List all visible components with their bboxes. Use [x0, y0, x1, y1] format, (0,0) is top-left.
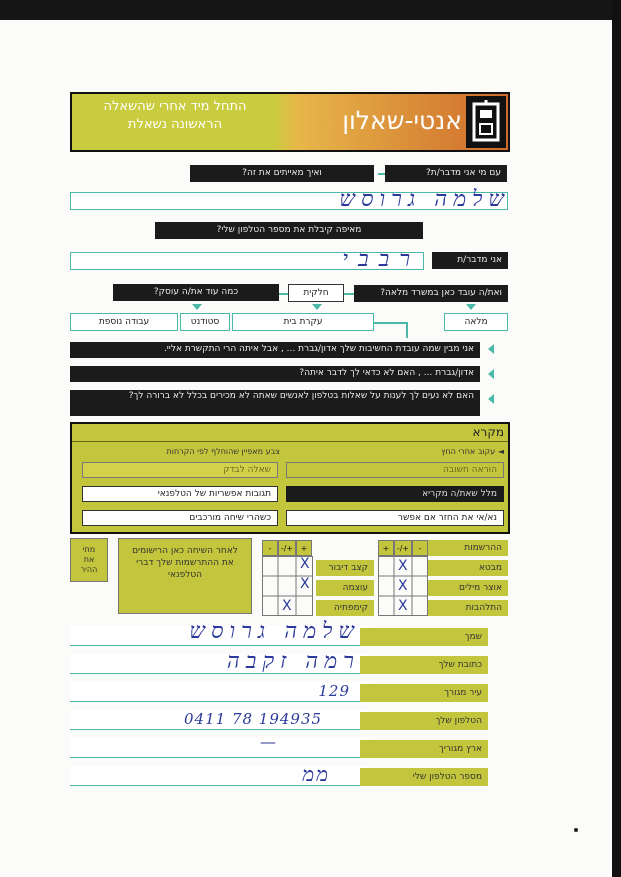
rating-header-neutral-2: -/+ — [278, 540, 296, 556]
rating-row-volume: עוצמה — [316, 580, 374, 596]
country-line[interactable] — [70, 738, 370, 758]
field-value-my-phone: ממ — [302, 762, 330, 786]
student-option[interactable]: סטודנט — [180, 313, 230, 331]
statement-1: אני מבין שמה עובדת החשיבות שלך אדון/גברת ... , אבל איתה הרי התקשרת אליי. — [70, 342, 480, 358]
full-option[interactable]: מלאה — [444, 313, 508, 331]
statement-3: האם לא נעים לך לענות על שאלות בטלפון לאנשים שאתה לא מכירים בכלל לא ברורה לך? — [70, 390, 480, 416]
rating-grid — [262, 540, 508, 616]
check-x-mark: X — [398, 578, 408, 594]
name-handwritten: שלמה גרוסש — [339, 187, 510, 212]
rating-row-speech-pace: קצב דיבור — [316, 560, 374, 576]
field-label-address: כתובת שלך — [360, 656, 488, 674]
bullet-arrow-icon — [488, 344, 494, 354]
field-label-my-phone: מספר הטלפון שלי — [360, 768, 488, 786]
rating-header-plus: + — [378, 540, 394, 556]
rating-row-enthusiasm: התלהבות — [428, 600, 508, 616]
rating-row-vocabulary: אוצר מילים — [428, 580, 508, 596]
rating-note: לאחר השיחה כאן הרישומים את ההתרשמות שלך דברי הטלפנאי — [118, 538, 252, 614]
field-label-city: עיר מגורך — [360, 684, 488, 702]
rating-row-accent: מבטא — [428, 560, 508, 576]
arrow-down-icon — [312, 304, 322, 310]
legend-important-instruction: הוראה חשובה — [286, 462, 504, 478]
check-x-mark: X — [282, 598, 292, 614]
arrow-down-icon — [466, 304, 476, 310]
field-value-address: רמה זקבה — [226, 649, 360, 674]
legend-possible-responses: תגובות אפשריות של הטלפנאי — [82, 486, 278, 502]
rating-side-note: מתי את ההיר — [70, 538, 108, 582]
rating-row-empathy: קימפתיה — [316, 600, 374, 616]
bullet-arrow-icon — [488, 394, 494, 404]
how-got-number-label: מאיפה קיבלת את מספר הטלפון שלי? — [155, 222, 423, 239]
check-x-mark: X — [300, 576, 310, 592]
field-label-name: שמך — [360, 628, 488, 646]
field-value-country: — — [260, 732, 282, 751]
arrow-down-icon — [192, 304, 202, 310]
check-x-mark: X — [300, 556, 310, 572]
how-long-question: כמה עוד את/ה עוסק? — [113, 284, 279, 301]
field-value-phone: 0411 78 194935 — [184, 710, 323, 728]
rating-header-minus: - — [412, 540, 428, 556]
how-spell-label: ואיך מאייתים את זה? — [190, 165, 374, 182]
header-subtitle-line1: התחל מיד אחרי שהשאלה — [103, 99, 247, 114]
legend-follow-arrow: ◄ עקוב אחרי החץ — [441, 447, 504, 456]
extra-work-option[interactable]: עבודה נוספת — [70, 313, 178, 331]
bullet-arrow-icon — [488, 369, 494, 379]
rating-header-label: ההרשמות — [428, 540, 508, 556]
field-value-name: שלמה גרוסש — [189, 619, 360, 644]
am-speaking-label: אני מדבר/ת — [432, 252, 508, 269]
field-label-phone: הטלפון שלך — [360, 712, 488, 730]
housework-option[interactable]: עקרת בית — [232, 313, 374, 331]
legend-title: מקרא — [472, 425, 504, 439]
rating-header-neutral: -/+ — [394, 540, 412, 556]
header-subtitle — [80, 98, 270, 146]
scan-speck — [574, 828, 578, 832]
speaking-handwritten: רבבי — [342, 247, 420, 272]
rating-grid-lines — [262, 556, 508, 616]
logo-icon — [466, 96, 506, 148]
legend-return-if-possible: נא/אי את החזר אם אפשר — [286, 510, 504, 526]
field-label-country: ארץ מגוריך — [360, 740, 488, 758]
details-fields — [70, 619, 488, 792]
partial-option[interactable]: חלקית — [288, 284, 344, 302]
employed-question: ואת/ה עובד כאן במשרד מלאה? — [354, 285, 508, 302]
scan-top-border — [0, 0, 621, 20]
rating-header-minus-2: - — [262, 540, 278, 556]
check-x-mark: X — [398, 598, 408, 614]
legend-color-note: צבע מאפיין שהוחלף לפי הקרחות — [166, 447, 280, 456]
check-x-mark: X — [398, 558, 408, 574]
field-value-city: 129 — [318, 682, 350, 700]
logo-title: אנטי-שאלון — [342, 106, 462, 135]
legend-question-check: שאלה לבדק — [82, 462, 278, 478]
who-am-i-speaking-label: עם מי אני מדבר/ת? — [385, 165, 507, 182]
rating-header-plus-2: + — [296, 540, 312, 556]
legend-complex-call: כשהרי שיחה מורכבים — [82, 510, 278, 526]
legend-read-aloud: מלל שאת/ה מקריא — [286, 486, 504, 502]
statement-2: אדון/גברת ... , האם לא כדאי לך לדבר איתה? — [70, 366, 480, 382]
header-subtitle-line2: הראשונה נשאלת — [127, 117, 223, 132]
scan-right-border — [612, 0, 621, 877]
